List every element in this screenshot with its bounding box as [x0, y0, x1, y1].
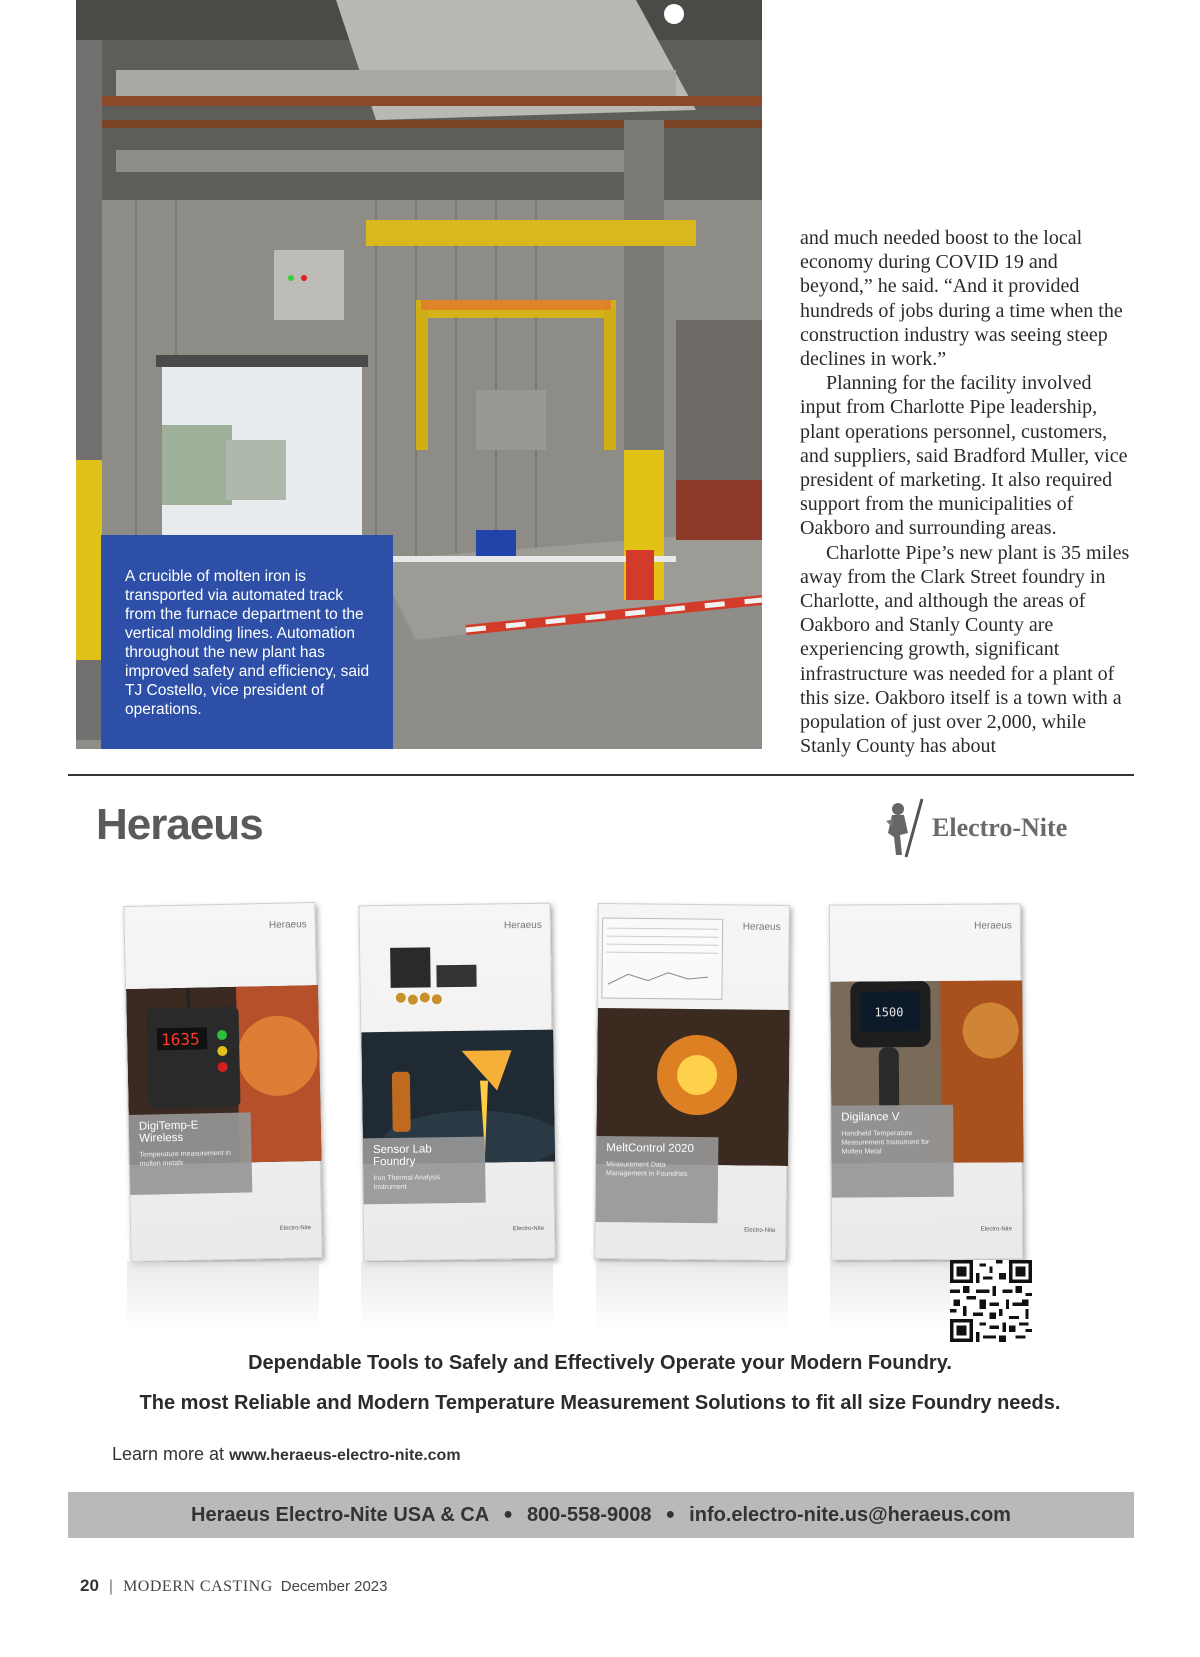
article-paragraph: and much needed boost to the local economy during COVID 19 and beyond,” he said. “And it provided hundreds of jobs during a time when the construction industry was seeing steep declines in work.”: [800, 227, 1123, 371]
brochure-sensor-lab: [359, 903, 556, 1262]
brochure-brand: Heraeus: [503, 919, 542, 932]
brochure-meltcontrol: [594, 903, 790, 1261]
brochure-logo: Electro-Nite: [512, 1225, 545, 1233]
issue-date: December 2023: [280, 1578, 388, 1595]
brochure-photo: [360, 940, 555, 1165]
brochure-logo: Electro-Nite: [279, 1225, 312, 1232]
ad-subtagline: The most Reliable and Modern Temperature Measurement Solutions to fit all size Foundry needs.: [139, 1392, 1061, 1414]
contact-phone[interactable]: 800-558-9008: [526, 1503, 652, 1526]
heraeus-logo: Heraeus: [96, 800, 263, 849]
learn-more: [112, 1444, 461, 1465]
page-footer: [80, 1576, 387, 1596]
publication-name: MODERN CASTING: [123, 1578, 273, 1595]
brochure-title: Digilance V: [841, 1111, 900, 1124]
brochure-subtitle: Measurement Data Management in Foundries: [605, 1161, 688, 1178]
photo-caption: A crucible of molten iron is transported via automated track from the furnace department to the vertical molding lines. Automation throughout the new plant has improved safety and efficiency, said TJ Costello, vice president of operations.: [125, 568, 370, 718]
page-number: 20: [80, 1576, 99, 1595]
brochure-title: DigiTemp-E Wireless: [138, 1119, 199, 1145]
section-divider: [68, 774, 1134, 776]
brochure-title: MeltControl 2020: [606, 1142, 694, 1156]
contact-bar: [68, 1492, 1134, 1538]
brochure-brand: Heraeus: [268, 919, 307, 932]
brochure-title: Sensor Lab Foundry: [372, 1143, 432, 1169]
contact-separator: ●: [665, 1506, 676, 1523]
contact-email[interactable]: info.electro-nite.us@heraeus.com: [689, 1503, 1011, 1526]
electro-nite-wordmark: Electro-Nite: [932, 813, 1068, 842]
brochure-label-box: [831, 1105, 954, 1198]
qr-code[interactable]: [950, 1260, 1032, 1342]
photo-caption-box: [101, 535, 393, 749]
brochure-logo: Electro-Nite: [980, 1226, 1013, 1233]
brochure-label-box: [363, 1137, 486, 1205]
foundry-photo: [76, 0, 762, 749]
knight-icon: [884, 797, 928, 859]
digitemp-display-reading: 1635: [160, 1029, 200, 1050]
website-link[interactable]: www.heraeus-electro-nite.com: [229, 1447, 461, 1464]
brochure-subtitle: Handheld Temperature Measurement Instrument for Molten Metal: [841, 1130, 930, 1156]
article-paragraph: Planning for the facility involved input from Charlotte Pipe leadership, plant operations personnel, customers, and suppliers, said Bradford Muller, vice president of marketing. It also required support from the municipalities of Oakboro and surrounding areas.: [800, 372, 1128, 540]
brochure-subtitle: Iron Thermal Analysis Instrument: [373, 1174, 441, 1192]
brochure-digitemp: [123, 902, 322, 1262]
brochure-logo: Electro-Nite: [744, 1227, 776, 1234]
brochure-photo: [596, 914, 791, 1166]
contact-separator: ●: [503, 1506, 513, 1523]
sensor-lab-image: [360, 940, 555, 1165]
footer-separator: |: [108, 1578, 114, 1595]
article-paragraph: Charlotte Pipe’s new plant is 35 miles away from the Clark Street foundry in Charlotte, and although the areas of Oakboro and Stanly County are experiencing growth, significant infrastructure was needed for a plant of this size. Oakboro itself is a town with a population of just over 2,000, while Stanly County has about: [800, 541, 1130, 758]
brochure-subtitle: Temperature measurement in molten metals: [139, 1149, 232, 1168]
brochure-reflection: [361, 1262, 553, 1332]
brochure-reflection: [127, 1262, 319, 1332]
brochure-brand: Heraeus: [742, 921, 781, 933]
meltcontrol-image: [596, 914, 791, 1166]
brochure-brand: Heraeus: [974, 920, 1012, 932]
digilance-display-reading: 1500: [874, 1005, 904, 1020]
learn-more-prefix: Learn more at: [112, 1444, 225, 1464]
brochure-label-box: [596, 1136, 719, 1223]
brochure-digilance: [829, 903, 1023, 1260]
ad-tagline: Dependable Tools to Safely and Effectively Operate your Modern Foundry.: [248, 1352, 952, 1374]
contact-company: Heraeus Electro-Nite USA & CA: [191, 1503, 490, 1526]
electro-nite-logo: [884, 796, 1067, 860]
brochure-reflection: [596, 1262, 788, 1332]
brochure-label-box: [129, 1112, 253, 1195]
article-column: [800, 226, 1130, 758]
